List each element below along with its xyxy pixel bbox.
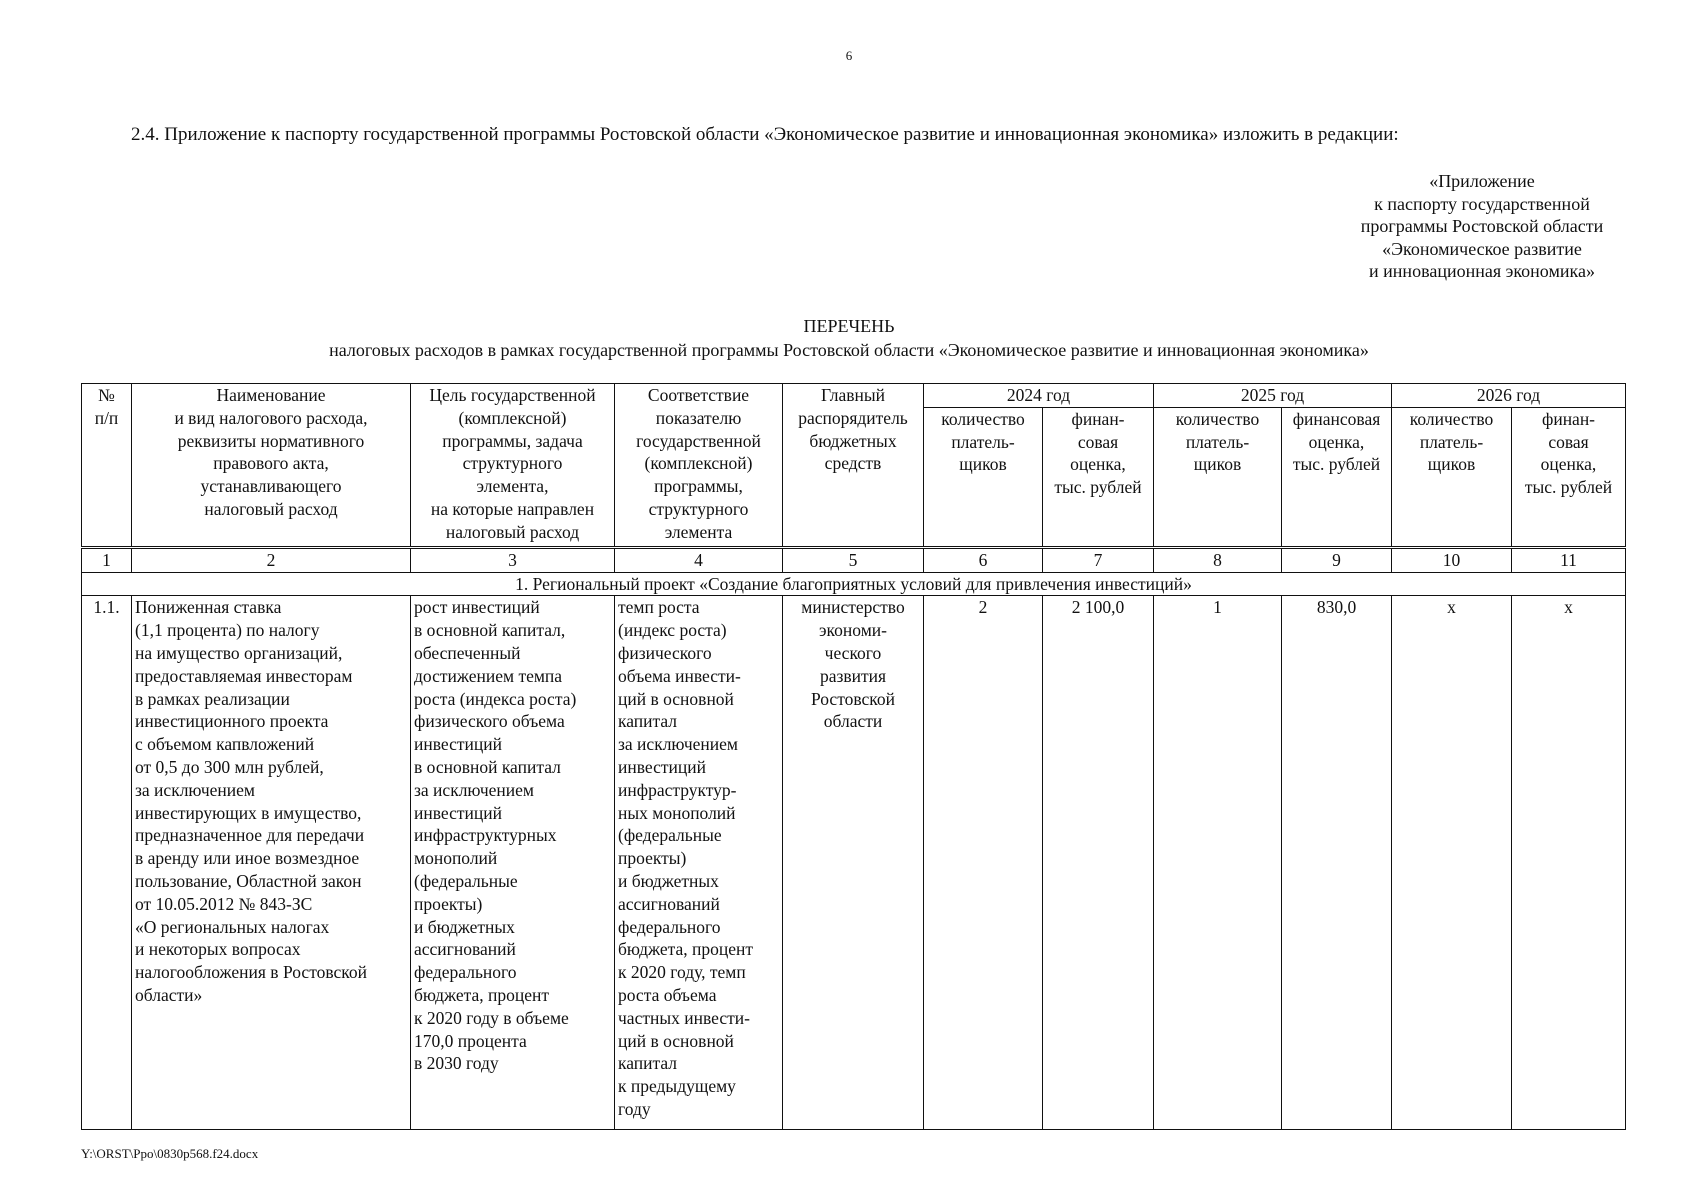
appendix-line: и инновационная экономика» — [1369, 261, 1595, 281]
header-estimate-2026: финан- совая оценка, тыс. рублей — [1512, 407, 1626, 547]
column-number: 4 — [615, 547, 783, 572]
tax-expenditure-table — [81, 383, 1626, 1130]
header-goal: Цель государственной (комплексной) программы, задача структурного элемента, на которые направлен налоговый расход — [411, 384, 615, 548]
column-number: 10 — [1392, 547, 1512, 572]
column-number: 9 — [1282, 547, 1392, 572]
row-indicator: темп роста (индекс роста) физического объема инвести- ций в основной капитал за исключением инвестиций инфраструктур- ных монополий (федеральные проекты) и бюджетных ассигнований федерального бюджета, процент к 2020 году, темп роста объема частных инвести- ций в основной капитал к предыдущему году — [615, 596, 783, 1130]
header-indicator: Соответствие показателю государственной (комплексной) программы, структурного элемента — [615, 384, 783, 548]
row-count-2026: x — [1392, 596, 1512, 1130]
footer-file-path: Y:\ORST\Ppo\0830p568.f24.docx — [81, 1146, 259, 1161]
column-number: 2 — [132, 547, 411, 572]
row-count-2025: 1 — [1154, 596, 1282, 1130]
row-name: Пониженная ставка (1,1 процента) по налогу на имущество организаций, предоставляемая инвесторам в рамках реализации инвестиционного проекта с объемом капвложений от 0,5 до 300 млн рублей, за исключением инвестирующих в имущество, предназначенное для передачи в аренду или иное возмездное пользование, Областной закон от 10.05.2012 № 843-ЗС «О региональных налогах и некоторых вопросах налогообложения в Ростовской области» — [132, 596, 411, 1130]
row-count-2024: 2 — [924, 596, 1043, 1130]
column-number: 11 — [1512, 547, 1626, 572]
header-estimate-2024: финан- совая оценка, тыс. рублей — [1043, 407, 1154, 547]
column-numbers-row — [82, 547, 1626, 572]
header-year-2025: 2025 год — [1154, 384, 1392, 408]
header-year-2026: 2026 год — [1392, 384, 1626, 408]
page-number: 6 — [845, 48, 853, 63]
column-number: 3 — [411, 547, 615, 572]
header-estimate-2025: финансовая оценка, тыс. рублей — [1282, 407, 1392, 547]
row-num: 1.1. — [82, 596, 132, 1130]
document-title: ПЕРЕЧЕНЬ — [803, 316, 895, 336]
appendix-line: к паспорту государственной — [1374, 193, 1590, 214]
header-num: № п/п — [82, 384, 132, 548]
appendix-reference — [1302, 170, 1662, 283]
section-title: 1. Региональный проект «Создание благоприятных условий для привлечения инвестиций» — [82, 572, 1626, 596]
header-name: Наименование и вид налогового расхода, реквизиты нормативного правового акта, устанавливающего налоговый расход — [132, 384, 411, 548]
appendix-line: программы Ростовской области — [1360, 216, 1604, 236]
header-year-2024: 2024 год — [924, 384, 1154, 408]
section-row — [82, 572, 1626, 596]
column-number: 8 — [1154, 547, 1282, 572]
header-row — [82, 384, 1626, 408]
header-count-2024: количество платель- щиков — [924, 407, 1043, 547]
intro-paragraph: 2.4. Приложение к паспорту государственной программы Ростовской области «Экономическое развитие и инновационная экономика» изложить в редакции: — [131, 124, 1399, 145]
column-number: 6 — [924, 547, 1043, 572]
appendix-line: «Экономическое развитие — [1382, 238, 1582, 259]
column-number: 5 — [783, 547, 924, 572]
row-goal: рост инвестиций в основной капитал, обеспеченный достижением темпа роста (индекса роста) физического объема инвестиций в основной капитал за исключением инвестиций инфраструктурных монополий (федеральные проекты) и бюджетных ассигнований федерального бюджета, процент к 2020 году в объеме 170,0 процента в 2030 году — [411, 596, 615, 1130]
row-estimate-2026: x — [1512, 596, 1626, 1130]
document-subtitle: налоговых расходов в рамках государственной программы Ростовской области «Экономическое развитие и инновационная экономика» — [329, 340, 1369, 360]
row-manager: министерство экономи- ческого развития Ростовской области — [783, 596, 924, 1130]
row-estimate-2024: 2 100,0 — [1043, 596, 1154, 1130]
column-number: 1 — [82, 547, 132, 572]
row-estimate-2025: 830,0 — [1282, 596, 1392, 1130]
header-count-2026: количество платель- щиков — [1392, 407, 1512, 547]
header-manager: Главный распорядитель бюджетных средств — [783, 384, 924, 548]
header-count-2025: количество платель- щиков — [1154, 407, 1282, 547]
appendix-line: «Приложение — [1429, 171, 1535, 191]
column-number: 7 — [1043, 547, 1154, 572]
table-row — [82, 596, 1626, 1130]
